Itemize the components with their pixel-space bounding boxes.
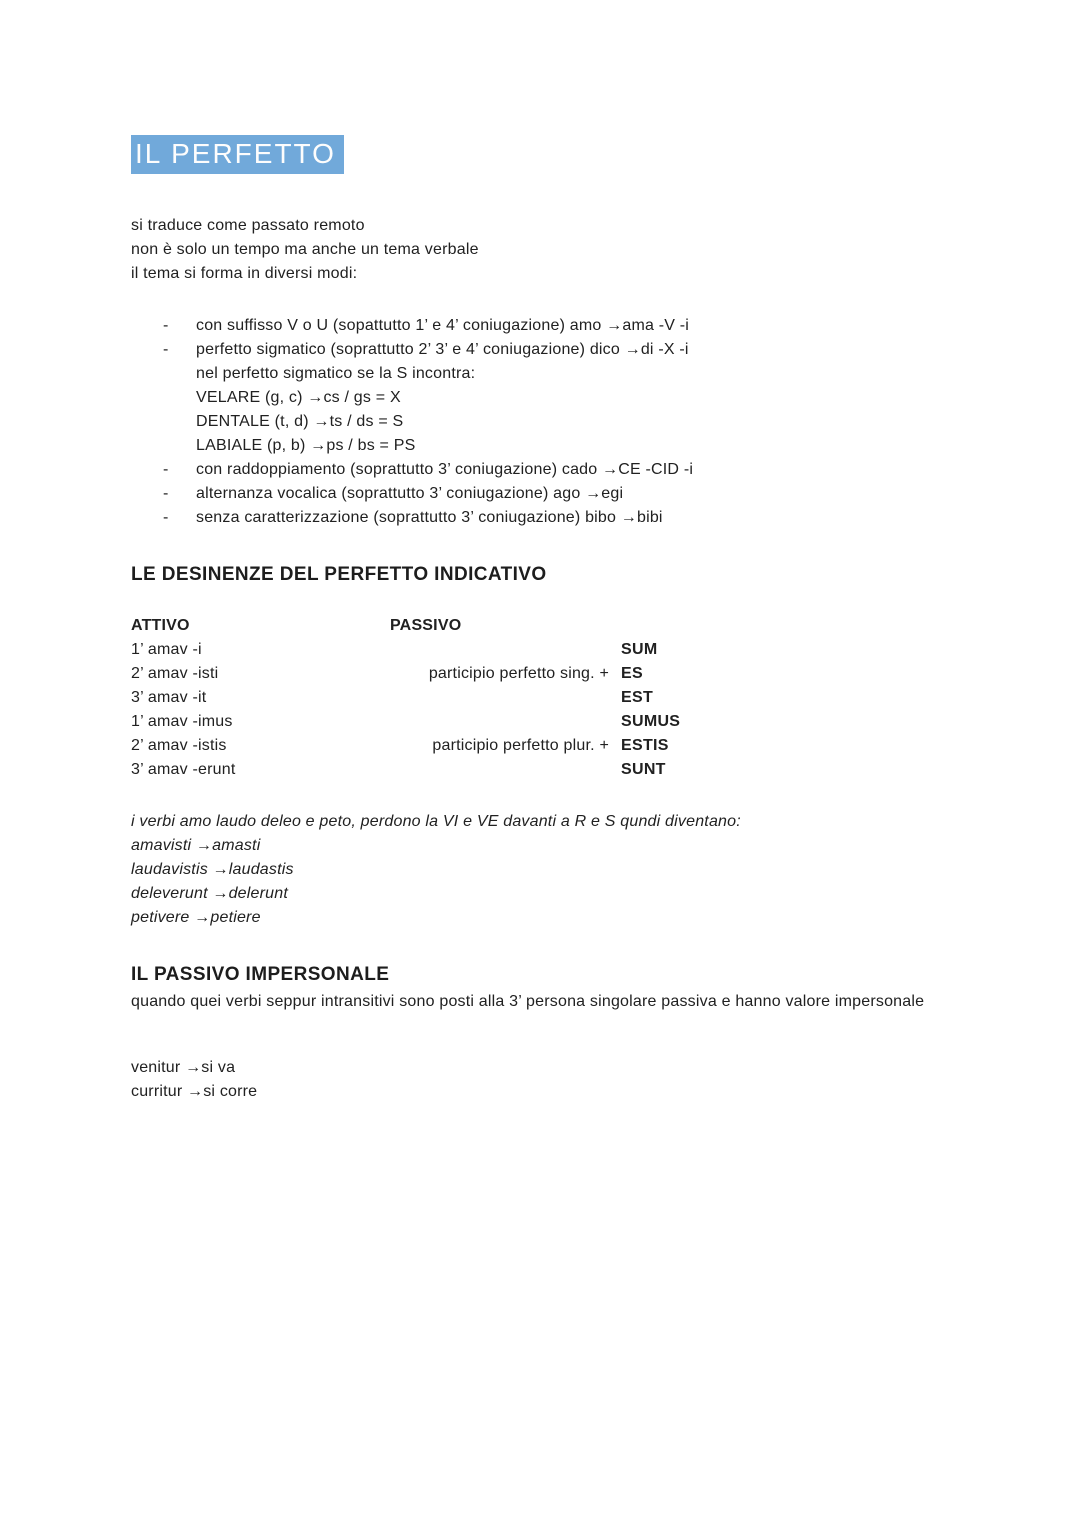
list-dash: - bbox=[163, 341, 169, 358]
table-body bbox=[131, 638, 990, 782]
list-dash bbox=[163, 410, 196, 434]
passivo-impersonale-paragraph: quando quei verbi seppur intransitivi sono posti alla 3’ persona singolare passiva e hanno valore impersonale bbox=[131, 993, 925, 1010]
cell-attivo: 3’ amav -it bbox=[131, 689, 207, 706]
cell-forma: ESTIS bbox=[621, 737, 669, 754]
cell-participio bbox=[390, 638, 621, 662]
desinenze-table bbox=[131, 614, 990, 782]
formation-list bbox=[131, 314, 990, 530]
heading-desinenze: LE DESINENZE DEL PERFETTO INDICATIVO bbox=[131, 564, 547, 585]
list-dash: - bbox=[163, 317, 169, 334]
note-line: laudavistis →laudastis bbox=[131, 861, 294, 878]
cell-forma: SUNT bbox=[621, 761, 666, 778]
example-line: venitur →si va bbox=[131, 1059, 236, 1076]
list-row bbox=[131, 458, 990, 482]
table-row bbox=[131, 758, 990, 782]
list-text: alternanza vocalica (soprattutto 3’ coniugazione) ago →egi bbox=[196, 485, 624, 502]
column-header-passivo: PASSIVO bbox=[390, 617, 462, 634]
example-line: curritur →si corre bbox=[131, 1083, 258, 1100]
list-dash bbox=[163, 434, 196, 458]
list-text: nel perfetto sigmatico se la S incontra: bbox=[196, 365, 476, 382]
cell-attivo: 2’ amav -istis bbox=[131, 737, 227, 754]
intro-line: non è solo un tempo ma anche un tema verbale bbox=[131, 241, 479, 258]
table-header-row bbox=[131, 614, 990, 638]
note-line: i verbi amo laudo deleo e peto, perdono la VI e VE davanti a R e S qundi diventano: bbox=[131, 813, 741, 830]
cell-attivo: 1’ amav -i bbox=[131, 641, 202, 658]
list-text: DENTALE (t, d) →ts / ds = S bbox=[196, 413, 404, 430]
table-row bbox=[131, 686, 990, 710]
cell-participio bbox=[390, 758, 621, 782]
list-row bbox=[131, 314, 990, 338]
note-line: deleverunt →delerunt bbox=[131, 885, 288, 902]
list-text: VELARE (g, c) →cs / gs = X bbox=[196, 389, 401, 406]
intro-line: il tema si forma in diversi modi: bbox=[131, 265, 358, 282]
note-line: petivere →petiere bbox=[131, 909, 261, 926]
list-dash: - bbox=[163, 509, 169, 526]
cell-participio: participio perfetto plur. + bbox=[432, 737, 609, 754]
page-title: IL PERFETTO bbox=[131, 135, 344, 174]
list-row bbox=[131, 362, 990, 386]
list-text: perfetto sigmatico (soprattutto 2’ 3’ e 4’ coniugazione) dico →di -X -i bbox=[196, 341, 689, 358]
intro-line: si traduce come passato remoto bbox=[131, 217, 365, 234]
cell-forma: ES bbox=[621, 665, 643, 682]
note-line: amavisti →amasti bbox=[131, 837, 261, 854]
cell-attivo: 3’ amav -erunt bbox=[131, 761, 236, 778]
list-row bbox=[131, 434, 990, 458]
table-row bbox=[131, 662, 990, 686]
cell-attivo: 1’ amav -imus bbox=[131, 713, 233, 730]
list-dash bbox=[163, 362, 196, 386]
table-row bbox=[131, 734, 990, 758]
heading-passivo-impersonale: IL PASSIVO IMPERSONALE bbox=[131, 964, 390, 985]
cell-forma: SUMUS bbox=[621, 713, 681, 730]
list-text: con raddoppiamento (soprattutto 3’ coniugazione) cado →CE -CID -i bbox=[196, 461, 694, 478]
list-text: senza caratterizzazione (soprattutto 3’ coniugazione) bibo →bibi bbox=[196, 509, 663, 526]
table-row bbox=[131, 638, 990, 662]
intro-paragraph bbox=[131, 214, 990, 286]
cell-participio bbox=[390, 710, 621, 734]
cell-forma: EST bbox=[621, 689, 654, 706]
list-row bbox=[131, 386, 990, 410]
cell-participio: participio perfetto sing. + bbox=[428, 665, 609, 682]
list-dash: - bbox=[163, 485, 169, 502]
list-row bbox=[131, 506, 990, 530]
cell-forma: SUM bbox=[621, 641, 658, 658]
list-dash bbox=[163, 386, 196, 410]
verb-contraction-note bbox=[131, 810, 990, 930]
list-dash: - bbox=[163, 461, 169, 478]
cell-participio bbox=[390, 686, 621, 710]
list-row bbox=[131, 338, 990, 362]
list-row bbox=[131, 482, 990, 506]
impersonal-examples bbox=[131, 1056, 990, 1104]
list-text: con suffisso V o U (sopattutto 1’ e 4’ coniugazione) amo →ama -V -i bbox=[196, 317, 690, 334]
column-header-attivo: ATTIVO bbox=[131, 617, 190, 634]
cell-attivo: 2’ amav -isti bbox=[131, 665, 219, 682]
list-row bbox=[131, 410, 990, 434]
list-text: LABIALE (p, b) →ps / bs = PS bbox=[196, 437, 416, 454]
table-row bbox=[131, 710, 990, 734]
